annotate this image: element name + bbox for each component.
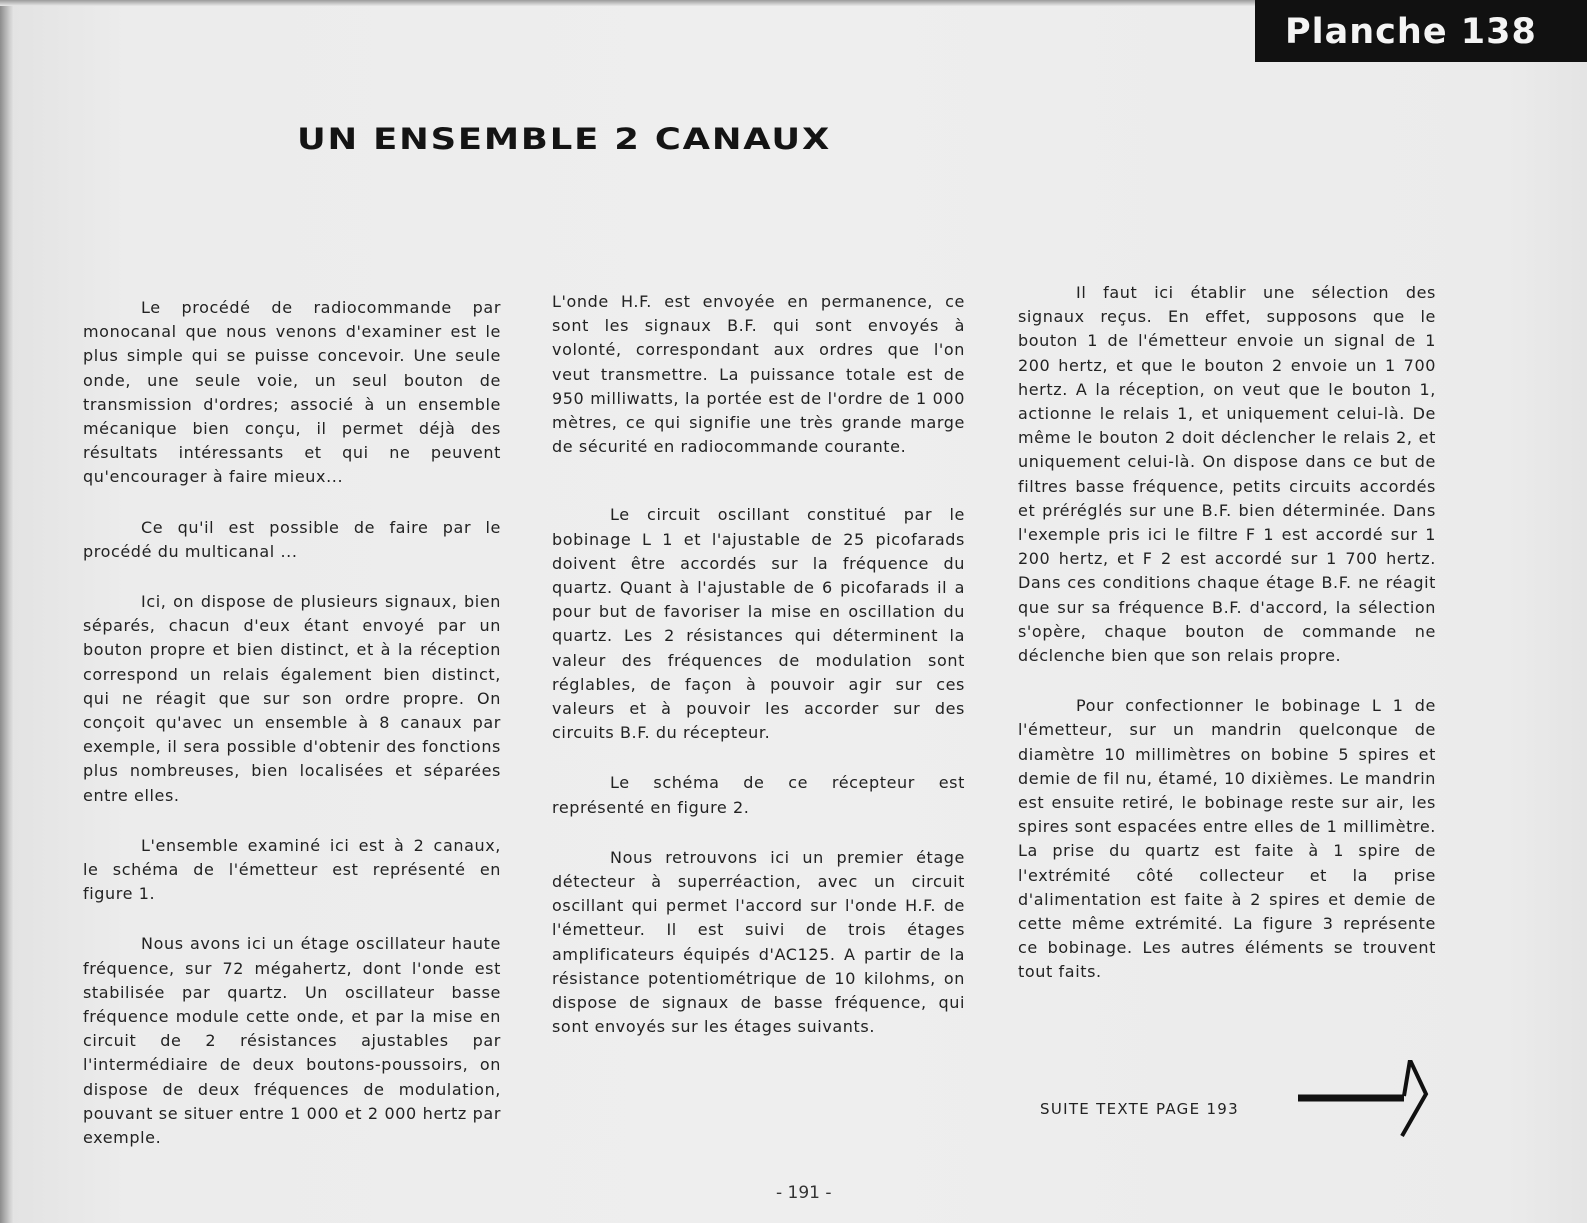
paragraph: Nous retrouvons ici un premier étage détecteur à superréaction, avec un circuit oscillant qui permet l'accord sur l'onde H.F. de l'émetteur. Il est suivi de trois étages amplificateurs équipés d'AC125. A partir de la résistance potentiométrique de 10 kilohms, on dispose de signaux de basse fréquence, qui sont envoyés sur les étages suivants.: [552, 847, 965, 1037]
continuation-note: SUITE TEXTE PAGE 193: [1040, 1100, 1239, 1118]
paragraph: Ce qu'il est possible de faire par le procédé du multicanal ...: [83, 517, 501, 561]
paragraph: Il faut ici établir une sélection des signaux reçus. En effet, supposons que le bouton 1 de l'émetteur envoie un signal de 1 200 hertz, et que le bouton 2 envoie un 1 700 hertz. A la réception, on veut que le bouton 1, actionne le relais 1, et uniquement celui-là. De même le bouton 2 doit déclencher le relais 2, et uniquement celui-là. On dispose dans ce but de filtres basse fréquence, petits circuits accordés et préréglés sur une B.F. bien déterminée. Dans l'exemple pris ici le filtre F 1 est accordé sur 1 200 hertz, et F 2 est accordé sur 1 700 hertz. Dans ces conditions chaque étage B.F. ne réagit que sur sa fréquence B.F. d'accord, la sélection s'opère, chaque bouton de commande ne déclenche bien que son relais propre.: [1018, 283, 1436, 666]
paragraph: Le circuit oscillant constitué par le bobinage L 1 et l'ajustable de 25 picofarads doivent être accordés sur la fréquence du quartz. Quant à l'ajustable de 6 picofarads il a pour but de favoriser la mise en oscillation du quartz. Les 2 résistances qui déterminent la valeur des fréquences de modulation sont réglables, de façon à pouvoir agir sur ces valeurs et à pouvoir les accorder sur des circuits B.F. du récepteur.: [552, 505, 965, 743]
text-column-1: [83, 296, 501, 1176]
paragraph: Le schéma de ce récepteur est représenté en figure 2.: [552, 773, 965, 817]
paragraph: Pour confectionner le bobinage L 1 de l'émetteur, sur un mandrin quelconque de diamètre 10 millimètres on bobine 5 spires et demie de fil nu, étamé, 10 dixièmes. Le mandrin est ensuite retiré, le bobinage reste sur air, les spires sont espacées entre elles de 1 millimètre. La prise du quartz est faite à 1 spire de l'extrémité côté collecteur et la prise d'alimentation est faite à 2 spires et demie de cette même extrémité. La figure 3 représente ce bobinage. Les autres éléments se trouvent tout faits.: [1018, 696, 1436, 982]
text-column-2: [552, 290, 965, 1065]
planche-header-box: [1255, 0, 1587, 62]
planche-label: Planche 138: [1285, 12, 1537, 52]
paragraph: Le procédé de radiocommande par monocanal que nous venons d'examiner est le plus simple qui se puisse concevoir. Une seule onde, une seule voie, un seul bouton de transmission d'ordres; associé à un ensemble mécanique bien conçu, il permet déjà des résultats intéressants et qui ne peuvent qu'encourager à faire mieux...: [83, 298, 501, 487]
paragraph: L'onde H.F. est envoyée en permanence, ce sont les signaux B.F. qui sont envoyés à volonté, correspondant aux ordres que l'on veut transmettre. La puissance totale est de 950 milliwatts, la portée est de l'ordre de 1 000 mètres, ce qui signifie une très grande marge de sécurité en radiocommande courante.: [552, 292, 965, 457]
paragraph: Ici, on dispose de plusieurs signaux, bien séparés, chacun d'eux étant envoyé par un bouton propre et bien distinct, et à la réception correspond un relais également bien distinct, qui ne réagit que sur son ordre propre. On conçoit qu'avec un ensemble à 8 canaux par exemple, il sera possible d'obtenir des fonctions plus nombreuses, bien localisées et séparées entre elles.: [83, 592, 501, 805]
paragraph: L'ensemble examiné ici est à 2 canaux, le schéma de l'émetteur est représenté en figure 1.: [83, 835, 501, 904]
text-column-3: [1018, 281, 1436, 1011]
continue-arrow-icon: [1298, 1060, 1438, 1140]
page-number: - 191 -: [776, 1183, 832, 1203]
page-binding-shadow: [0, 0, 14, 1223]
page-title: UN ENSEMBLE 2 CANAUX: [297, 122, 832, 156]
paragraph: Nous avons ici un étage oscillateur haute fréquence, sur 72 mégahertz, dont l'onde est stabilisée par quartz. Un oscillateur basse fréquence module cette onde, et par la mise en circuit de 2 résistances ajustables par l'intermédiaire de deux boutons-poussoirs, on dispose de deux fréquences de modulation, pouvant se situer entre 1 000 et 2 000 hertz par exemple.: [83, 934, 501, 1148]
